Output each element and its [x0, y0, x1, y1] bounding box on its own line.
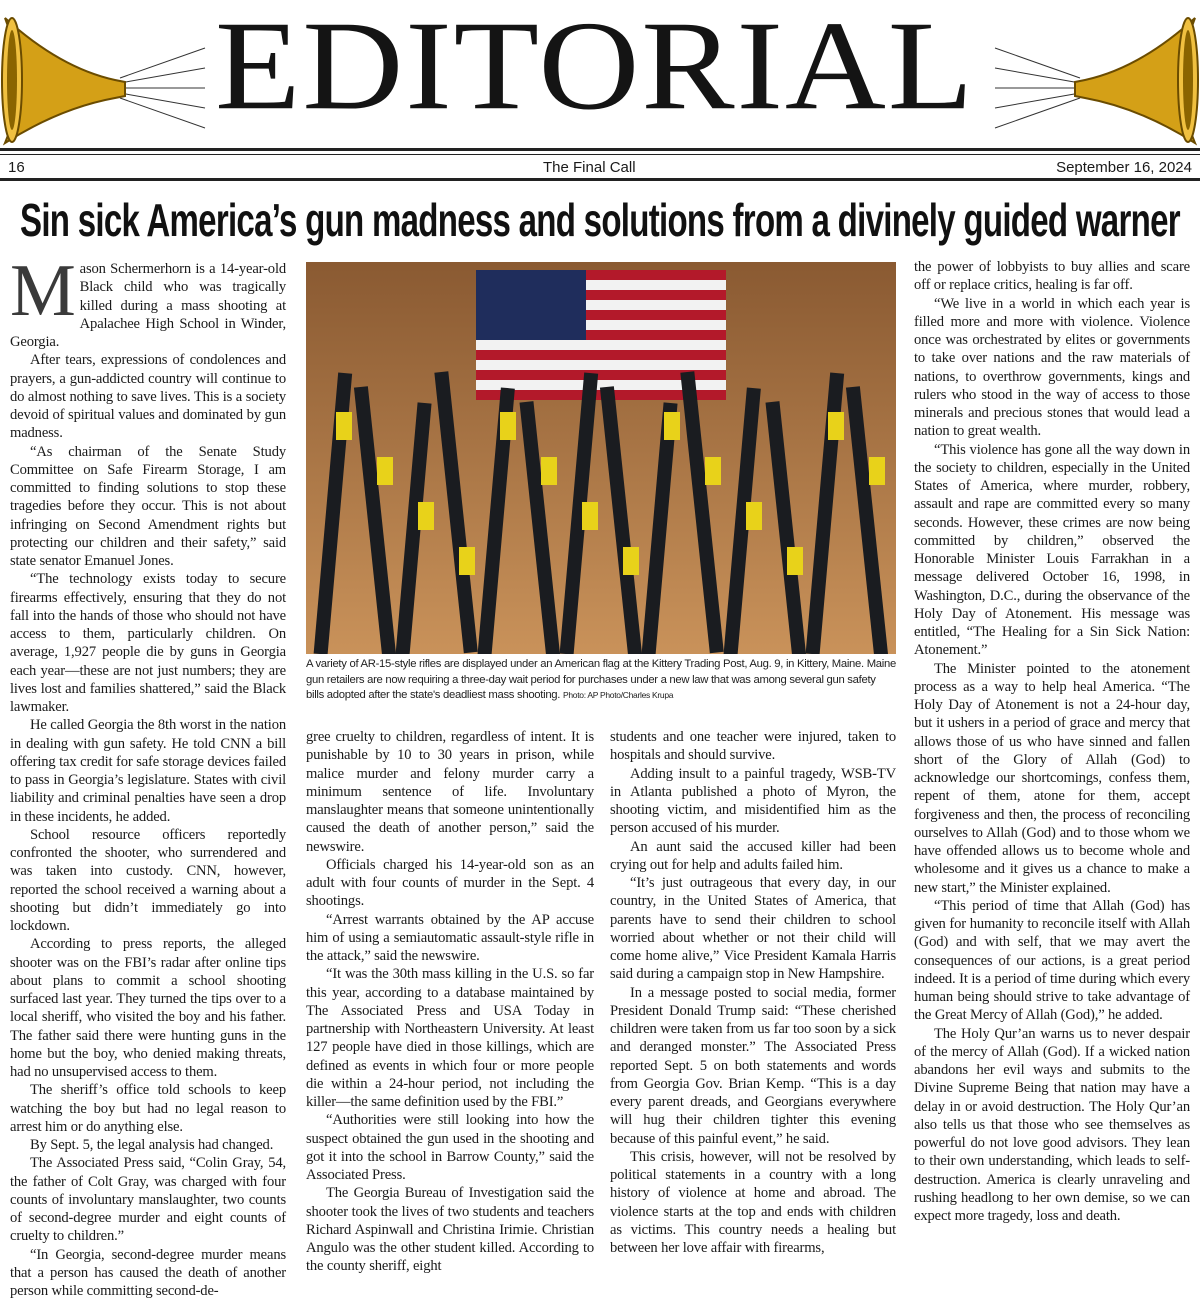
- photo-credit: Photo: AP Photo/Charles Krupa: [563, 690, 673, 700]
- article-paragraph: [914, 295, 1190, 441]
- article-paragraph: [610, 728, 896, 765]
- paragraph-text: “Authorities were still looking into how the suspect obtained the gun used in the shooting and got it into the school in Barrow County,” said the Associated Press.: [306, 1112, 594, 1183]
- price-tag: [582, 502, 598, 530]
- paragraph-text: The Minister pointed to the atonement process as a way to help heal America. “The Holy Day of Atonement is not a 24-hour day, but it ushers in a period of grace and mercy that allows those of us who have sinned and fallen short of the Glory of Allah (God) to acknowledge our shortcomings, confess them, repent of them, atone for them, accept forgiveness and then, the process of reconciling ourselves to Allah (God) and to those whom we have offended allows us to become whole and wholesome and it gives us a chance to make a new start,” the Minister explained.: [914, 661, 1190, 896]
- article-paragraph: [10, 351, 286, 442]
- paragraph-text: gree cruelty to children, regardless of intent. It is punishable by 10 to 30 years in prison, while malice murder and felony murder carry a minimum sentence of life. Involuntary manslaughter means that someone unintentionally caused the death of another person,” said the newswire.: [306, 729, 594, 855]
- price-tag: [623, 547, 639, 575]
- paragraph-text: School resource officers reportedly confronted the shooter, who surrendered and was taken into custody. CNN, however, reported the school received a warning about a shooting but didn’t immediately go into lockdown.: [10, 827, 286, 934]
- paragraph-text: By Sept. 5, the legal analysis had changed.: [30, 1137, 273, 1153]
- article-paragraph: [306, 728, 594, 856]
- rifles-under-flag-photo: [306, 262, 896, 654]
- article-paragraph: [10, 935, 286, 1081]
- trumpet-icon: [990, 8, 1200, 148]
- divider: [0, 148, 1200, 151]
- article-column-2: [306, 728, 594, 1276]
- price-tag: [418, 502, 434, 530]
- article-paragraph: [10, 443, 286, 571]
- article-paragraph: [610, 874, 896, 984]
- article-paragraph: [10, 716, 286, 826]
- article-paragraph: [914, 660, 1190, 897]
- caption-text: A variety of AR-15-style rifles are displayed under an American flag at the Kittery Trading Post, Aug. 9, in Kittery, Maine. Maine gun retailers are now requiring a three-day wait period for purchases under a new law that was among several gun safety bills adopted after the state's deadliest mass shooting.: [306, 658, 896, 701]
- paragraph-text: “In Georgia, second-degree murder means that a person has caused the death of another person while committing second-de-: [10, 1247, 286, 1300]
- paragraph-text: Adding insult to a painful tragedy, WSB-TV in Atlanta published a photo of Myron, the shooting victim, and misidentified him as the person accused of his murder.: [610, 766, 896, 837]
- paragraph-text: “The technology exists today to secure firearms effectively, ensuring that they do not fall into the hands of those who should not have access to them, particularly children. On average, 1,927 people die by guns in Georgia each year—these are not just numbers; they are lives lost and families shattered,” said the Black lawmaker.: [10, 571, 286, 715]
- paragraph-text: The Associated Press said, “Colin Gray, 54, the father of Colt Gray, was charged with four counts of involuntary manslaughter, two counts of second-degree murder and eight counts of cruelty to children.”: [10, 1155, 286, 1244]
- paragraph-text: the power of lobbyists to buy allies and scare off or replace critics, healing is far off.: [914, 259, 1190, 293]
- article-paragraph: [914, 897, 1190, 1025]
- folio-bar: [0, 157, 1200, 179]
- article-column-4: [914, 258, 1190, 1225]
- article-paragraph: [610, 838, 896, 875]
- price-tag: [828, 412, 844, 440]
- article-paragraph: [914, 441, 1190, 660]
- divider: [0, 154, 1200, 155]
- paragraph-text: students and one teacher were injured, taken to hospitals and should survive.: [610, 729, 896, 763]
- price-tag: [746, 502, 762, 530]
- article-paragraph: [10, 1246, 286, 1300]
- article-paragraph: [306, 1184, 594, 1275]
- price-tag: [541, 457, 557, 485]
- photo-caption: [306, 657, 896, 704]
- publication-name: The Final Call: [543, 159, 636, 176]
- paragraph-text: “We live in a world in which each year is filled more and more with violence. Violence once was orchestrated by elites or governments to take over nations and the raw materials of nations, to overthrow governments, kings and rulers who stood in the way of access to those minerals and precious stones that would lead a nation to great wealth.: [914, 296, 1190, 440]
- drop-cap: M: [10, 262, 76, 320]
- issue-date: September 16, 2024: [1056, 159, 1192, 176]
- paragraph-text: This crisis, however, will not be resolved by political statements in a country with a long history of violence at home and abroad. The violence starts at the top and ends with children as victims. This country needs a healing but between her love affair with firearms,: [610, 1149, 896, 1256]
- price-tag: [500, 412, 516, 440]
- headline: Sin sick America’s gun madness and solutions from a divinely guided warner: [20, 190, 1180, 250]
- article-paragraph: [10, 570, 286, 716]
- article-paragraph: [306, 911, 594, 966]
- paragraph-text: He called Georgia the 8th worst in the nation in dealing with gun safety. He told CNN a bill offering tax credit for safe storage devices failed to pass in Georgia’s legislature. States with civil liability and criminal penalties have seen a drop in these incidents, he added.: [10, 717, 286, 824]
- paragraph-text: “This period of time that Allah (God) has given for humanity to reconcile itself with Allah (God) and with self, that we may avert the consequences of our actions, is a great period indeed. It is a period of time during which every human being should strive to take advantage of the Great Mercy of Allah (God),” he added.: [914, 898, 1190, 1024]
- price-tag: [705, 457, 721, 485]
- paragraph-text: Officials charged his 14-year-old son as an adult with four counts of murder in the Sept. 4 shootings.: [306, 857, 594, 910]
- article-paragraph: [10, 1081, 286, 1136]
- article-paragraph: [306, 856, 594, 911]
- trumpet-icon: [0, 8, 210, 148]
- article-column-3: [610, 728, 896, 1257]
- article-paragraph: [306, 965, 594, 1111]
- page-number: 16: [8, 159, 25, 176]
- paragraph-text: “It’s just outrageous that every day, in our country, in the United States of America, that parents have to send their children to school worried about whether or not their child will come home alive,” Vice President Kamala Harris said during a campaign stop in New Hampshire.: [610, 875, 896, 982]
- article-paragraph: [914, 1025, 1190, 1226]
- paragraph-text: “Arrest warrants obtained by the AP accuse him of using a semiautomatic assault-style rifle in the attack,” said the newswire.: [306, 912, 594, 965]
- article-paragraph: [610, 984, 896, 1148]
- paragraph-text: “As chairman of the Senate Study Committee on Safe Firearm Storage, I am committed to finding solutions to stop these tragedies before they occur. This is not about infringing on Second Amendment rights but protecting our children and their safety,” said state senator Emanuel Jones.: [10, 444, 286, 570]
- article-paragraph: [610, 765, 896, 838]
- paragraph-text: The Georgia Bureau of Investigation said the shooter took the lives of two students and teachers Richard Aspinwall and Christina Irimie. Christian Angulo was the other student killed. According to the county sheriff, eight: [306, 1185, 594, 1274]
- price-tag: [664, 412, 680, 440]
- article-paragraph: [10, 1154, 286, 1245]
- divider: [0, 178, 1200, 181]
- article-paragraph: [10, 260, 286, 351]
- price-tag: [787, 547, 803, 575]
- article-column-1: [10, 260, 286, 1300]
- paragraph-text: After tears, expressions of condolences and prayers, a gun-addicted country will continue to do almost nothing to save lives. This is a society devoid of spiritual values and dominated by gun madness.: [10, 352, 286, 441]
- masthead-title: EDITORIAL: [215, 2, 975, 130]
- paragraph-text: ason Schermerhorn is a 14-year-old Black child who was tragically killed during a mass shooting at Apalachee High School in Winder, Georgia.: [10, 261, 286, 350]
- paragraph-text: The sheriff’s office told schools to keep watching the boy but had no legal reason to arrest him or do anything else.: [10, 1082, 286, 1135]
- article-paragraph: [914, 258, 1190, 295]
- paragraph-text: “This violence has gone all the way down in the society to children, especially in the United States of America, where murder, robbery, assault and rape are committed every so many seconds. However, these crimes are now being committed by children,” observed the Honorable Minister Louis Farrakhan in a message delivered October 16, 1998, in Washington, D.C., during the observance of the Holy Day of Atonement. His message was entitled, “The Healing for a Sin Sick Nation: Atonement.”: [914, 442, 1190, 659]
- paragraph-text: “It was the 30th mass killing in the U.S. so far this year, according to a database maintained by The Associated Press and USA Today in partnership with Northeastern University. At least 127 people have died in those killings, which are defined as events in which four or more people die within a 24-hour period, not including the killer—the same definition used by the FBI.”: [306, 966, 594, 1110]
- paragraph-text: According to press reports, the alleged shooter was on the FBI’s radar after online tips about plans to commit a school shooting surfaced last year. They turned the tips over to a local sheriff, who visited the boy and his father. The father said there were hunting guns in the home but the boy, who denied making threats, had no unsupervised access to them.: [10, 936, 286, 1080]
- paragraph-text: In a message posted to social media, former President Donald Trump said: “These cherished children were taken from us far too soon by a sick and deranged monster.” The Associated Press reported Sept. 5 on both statements and words from Georgia Gov. Brian Kemp. “This is a day every parent dreads, and Georgians everywhere will hug their children tighter this evening because of this painful event,” he said.: [610, 985, 896, 1147]
- paragraph-text: The Holy Qur’an warns us to never despair of the mercy of Allah (God). If a wicked nation abandons her evil ways and submits to the Divine Supreme Being that nation may have a delay in or avoid destruction. The Holy Qur’an also tells us that those who see themselves as powerful do not love good advisors. They lean to their own understanding, which leads to self-destruction. America is clearly unraveling and rushing headlong to her own demise, so we can expect more tragedy, loss and death.: [914, 1026, 1190, 1225]
- masthead: [0, 0, 1200, 150]
- price-tag: [459, 547, 475, 575]
- article-paragraph: [10, 826, 286, 936]
- article-paragraph: [306, 1111, 594, 1184]
- article-paragraph: [10, 1136, 286, 1154]
- paragraph-text: An aunt said the accused killer had been crying out for help and adults failed him.: [610, 839, 896, 873]
- price-tag: [377, 457, 393, 485]
- article-photo: [306, 262, 896, 654]
- article-paragraph: [610, 1148, 896, 1258]
- price-tag: [336, 412, 352, 440]
- price-tag: [869, 457, 885, 485]
